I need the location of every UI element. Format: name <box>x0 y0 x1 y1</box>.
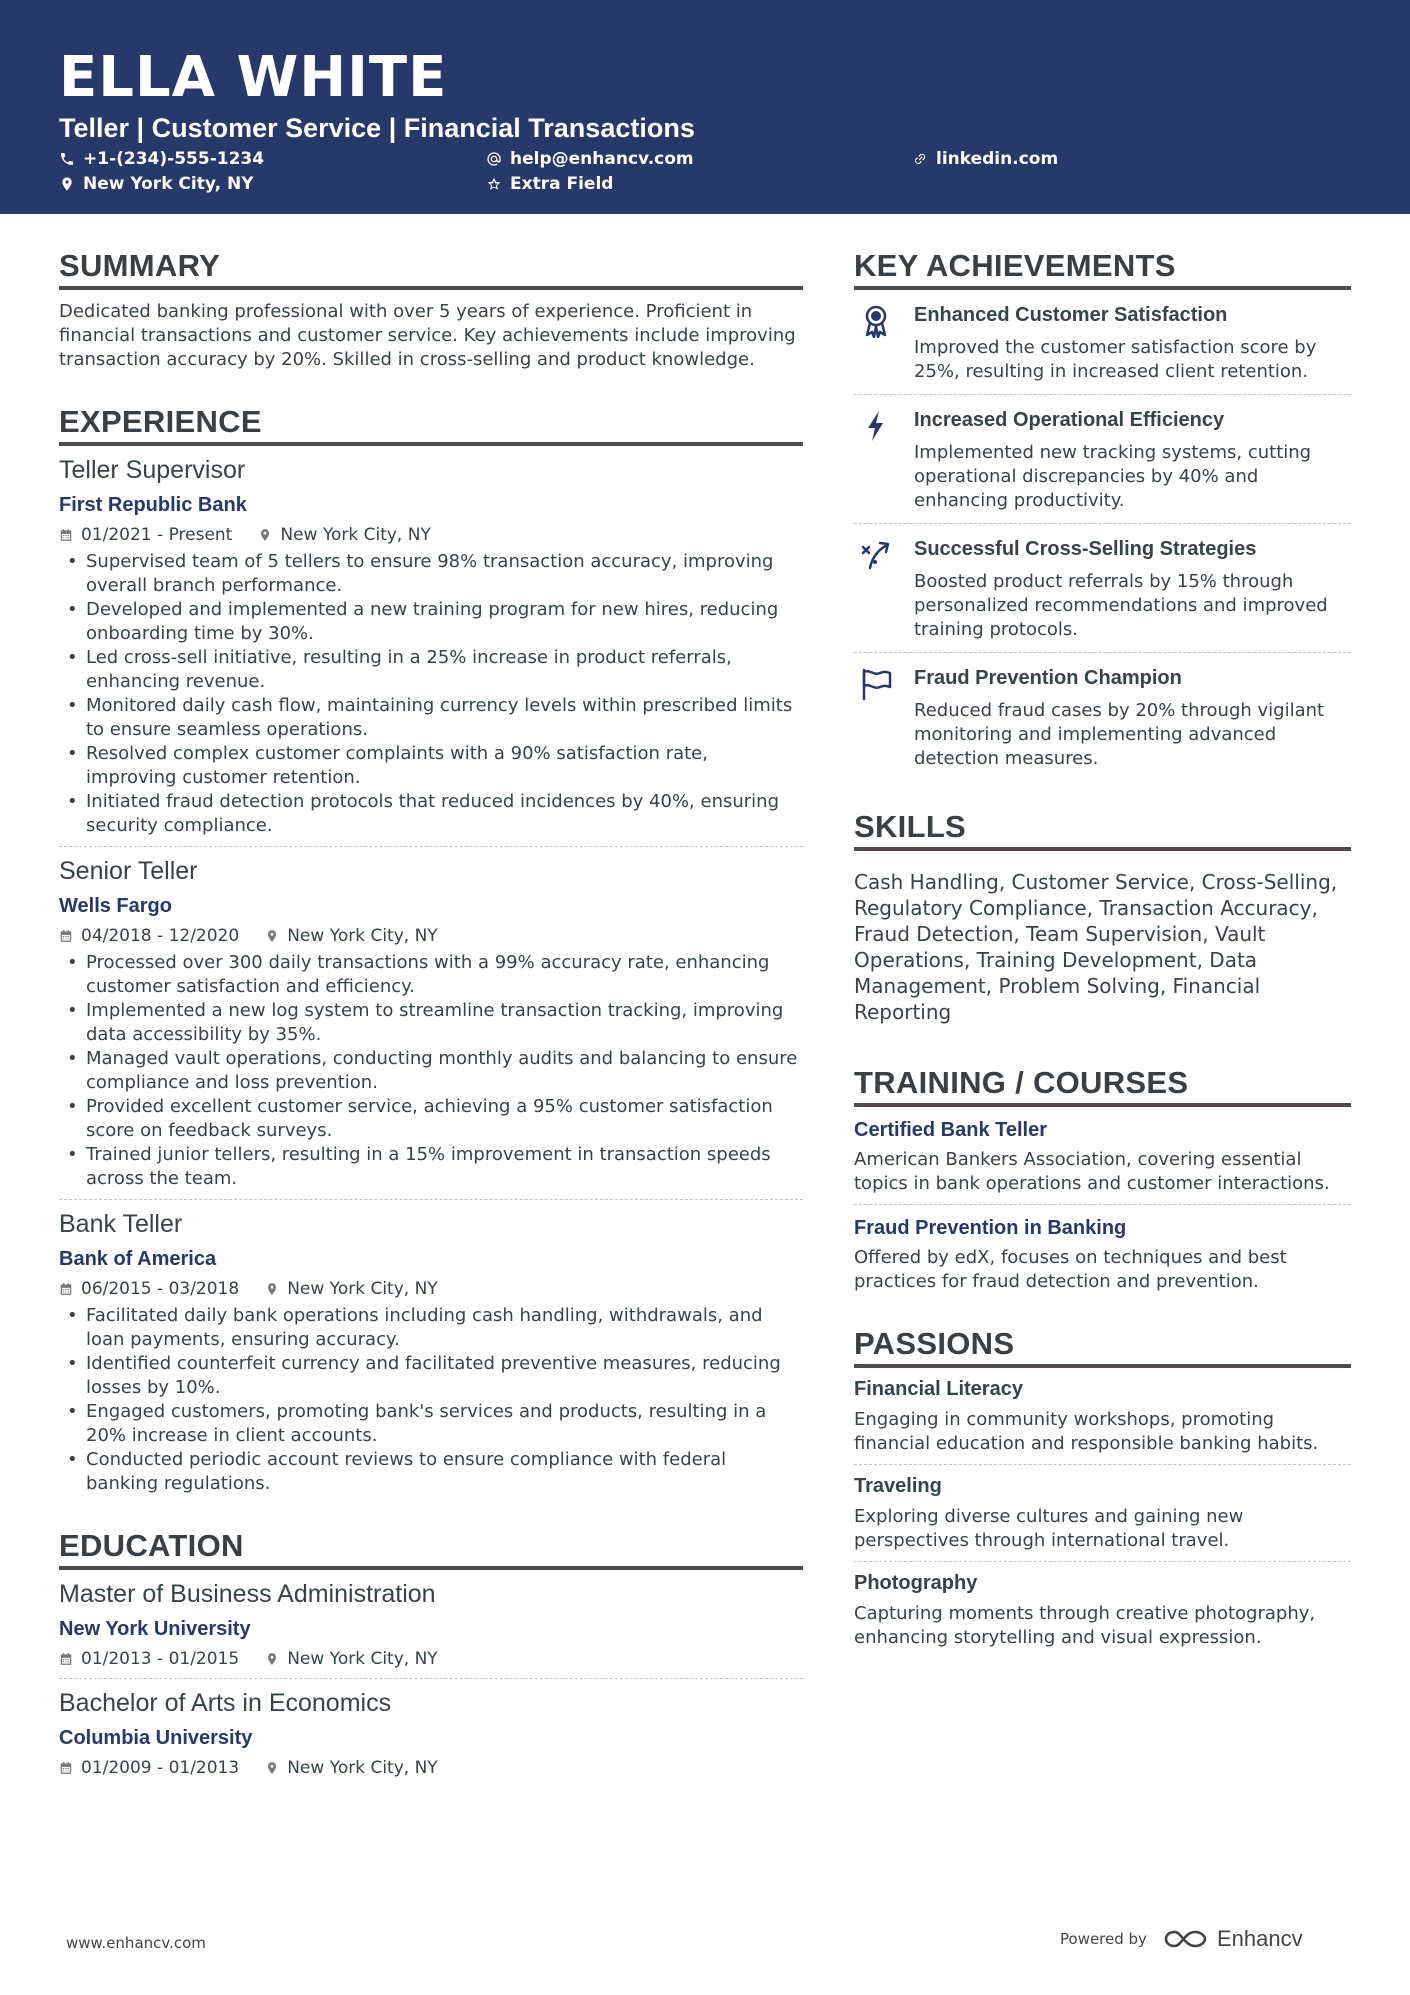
passion-desc: Engaging in community workshops, promoting financial education and responsible banking habits. <box>854 1409 1319 1454</box>
skills-section <box>854 801 1351 1025</box>
skills-heading: SKILLS <box>854 801 1351 851</box>
phone-icon <box>59 151 75 167</box>
extra-text: Extra Field <box>510 174 614 194</box>
job-location: New York City, NY <box>258 524 430 546</box>
experience-section <box>59 396 803 1496</box>
left-column <box>59 240 803 1779</box>
lightning-bolt-icon <box>860 409 892 443</box>
enhancv-logo <box>1163 1926 1303 1952</box>
job-role: Senior Teller <box>59 857 198 885</box>
course-desc: Offered by edX, focuses on techniques and best practices for fraud detection and prevention. <box>854 1247 1287 1292</box>
passion-item <box>854 1465 1351 1562</box>
achievement-title: Enhanced Customer Satisfaction <box>914 304 1228 326</box>
job-company: Wells Fargo <box>59 895 172 917</box>
flag-icon <box>860 667 892 701</box>
contact-email[interactable] <box>486 148 694 170</box>
star-icon <box>486 176 502 192</box>
bullet-item: • Conducted periodic account reviews to ensure compliance with federal banking regulations. <box>59 1448 803 1496</box>
education-section <box>59 1520 803 1779</box>
degree: Master of Business Administration <box>59 1580 436 1608</box>
passion-desc: Capturing moments through creative photography, enhancing storytelling and visual expression. <box>854 1603 1316 1648</box>
location-pin-icon <box>265 1761 279 1775</box>
location-pin-icon <box>265 1282 279 1296</box>
calendar-icon <box>59 929 73 943</box>
phone-text: +1-(234)-555-1234 <box>83 149 265 169</box>
achievements-heading: KEY ACHIEVEMENTS <box>854 240 1351 290</box>
bullet-item: • Initiated fraud detection protocols that reduced incidences by 40%, ensuring security compliance. <box>59 790 803 838</box>
passion-title: Financial Literacy <box>854 1378 1023 1400</box>
bullet-item: • Resolved complex customer complaints with a 90% satisfaction rate, improving customer retention. <box>59 742 803 790</box>
strategy-arrow-icon <box>860 538 892 572</box>
achievement-desc: Improved the customer satisfaction score by 25%, resulting in increased client retention. <box>914 337 1317 382</box>
location-pin-icon <box>59 176 75 192</box>
experience-item <box>59 855 803 1200</box>
passions-heading: PASSIONS <box>854 1318 1351 1368</box>
job-bullets <box>59 951 803 1191</box>
job-role: Teller Supervisor <box>59 456 246 484</box>
training-heading: TRAINING / COURSES <box>854 1057 1351 1107</box>
education-heading: EDUCATION <box>59 1520 803 1570</box>
training-section <box>854 1057 1351 1294</box>
location-pin-icon <box>265 929 279 943</box>
email-text: help@enhancv.com <box>510 149 694 169</box>
resume-header <box>0 0 1410 214</box>
summary-section <box>59 240 803 372</box>
bullet-item: • Monitored daily cash flow, maintaining currency levels within prescribed limits to ensure seamless operations. <box>59 694 803 742</box>
calendar-icon <box>59 1652 73 1666</box>
job-location: New York City, NY <box>265 1278 437 1300</box>
degree: Bachelor of Arts in Economics <box>59 1689 392 1717</box>
achievement-desc: Reduced fraud cases by 20% through vigilant monitoring and implementing advanced detection measures. <box>914 700 1325 769</box>
education-item <box>59 1578 803 1679</box>
passion-title: Photography <box>854 1572 978 1594</box>
link-icon <box>912 151 928 167</box>
footer-branding[interactable] <box>1060 1926 1303 1952</box>
skills-list: Cash Handling, Customer Service, Cross-Selling, Regulatory Compliance, Transaction Accuracy, Fraud Detection, Team Supervision, Vault Operations, Training Development, Data Management, Problem Solving, Financial Reporting <box>854 870 1338 1024</box>
bullet-item: • Identified counterfeit currency and facilitated preventive measures, reducing losses by 10%. <box>59 1352 803 1400</box>
job-meta <box>59 524 803 546</box>
bullet-item: • Engaged customers, promoting bank's services and products, resulting in a 20% increase in client accounts. <box>59 1400 803 1448</box>
achievement-item <box>854 653 1351 781</box>
award-ribbon-icon <box>860 304 892 338</box>
achievement-item <box>854 395 1351 524</box>
bullet-item: • Provided excellent customer service, achieving a 95% customer satisfaction score on feedback surveys. <box>59 1095 803 1143</box>
achievement-title: Fraud Prevention Champion <box>914 667 1182 689</box>
powered-by-label: Powered by <box>1060 1930 1147 1948</box>
location-pin-icon <box>258 528 272 542</box>
job-company: First Republic Bank <box>59 494 247 516</box>
bullet-item: • Trained junior tellers, resulting in a 15% improvement in transaction speeds across the team. <box>59 1143 803 1191</box>
education-location: New York City, NY <box>265 1648 437 1670</box>
brand-name: Enhancv <box>1216 1926 1303 1951</box>
course-desc: American Bankers Association, covering essential topics in bank operations and customer interactions. <box>854 1149 1330 1194</box>
job-bullets <box>59 550 803 838</box>
calendar-icon <box>59 1282 73 1296</box>
bullet-item: • Supervised team of 5 tellers to ensure 98% transaction accuracy, improving overall branch performance. <box>59 550 803 598</box>
achievement-title: Successful Cross-Selling Strategies <box>914 538 1257 560</box>
achievement-desc: Implemented new tracking systems, cutting operational discrepancies by 40% and enhancing productivity. <box>914 442 1312 511</box>
summary-heading: SUMMARY <box>59 240 803 290</box>
calendar-icon <box>59 528 73 542</box>
achievement-item <box>854 524 1351 653</box>
summary-text: Dedicated banking professional with over 5 years of experience. Proficient in financial transactions and customer service. Key achievements include improving transaction accuracy by 20%. Skilled in cross-selling and product knowledge. <box>59 301 796 370</box>
job-dates: 04/2018 - 12/2020 <box>59 925 239 947</box>
school: Columbia University <box>59 1727 253 1749</box>
bullet-item: • Led cross-sell initiative, resulting in a 25% increase in product referrals, enhancing revenue. <box>59 646 803 694</box>
education-meta <box>59 1648 803 1670</box>
candidate-name: ELLA WHITE <box>59 45 448 110</box>
education-meta <box>59 1757 803 1779</box>
calendar-icon <box>59 1761 73 1775</box>
achievement-item <box>854 290 1351 395</box>
course-title: Fraud Prevention in Banking <box>854 1217 1127 1239</box>
achievements-section <box>854 240 1351 781</box>
right-column <box>854 240 1351 1650</box>
contact-extra <box>486 173 613 195</box>
education-dates: 01/2009 - 01/2013 <box>59 1757 239 1779</box>
education-item <box>59 1687 803 1779</box>
linkedin-text: linkedin.com <box>936 149 1059 169</box>
passion-item <box>854 1368 1351 1465</box>
enhancv-infinity-icon <box>1163 1928 1209 1950</box>
job-location: New York City, NY <box>265 925 437 947</box>
bullet-item: • Implemented a new log system to streamline transaction tracking, improving data accessibility by 35%. <box>59 999 803 1047</box>
job-bullets <box>59 1304 803 1496</box>
candidate-title: Teller | Customer Service | Financial Transactions <box>59 113 695 143</box>
bullet-item: • Facilitated daily bank operations including cash handling, withdrawals, and loan payments, ensuring accuracy. <box>59 1304 803 1352</box>
contact-location <box>59 173 254 195</box>
bullet-item: • Developed and implemented a new training program for new hires, reducing onboarding time by 30%. <box>59 598 803 646</box>
achievement-title: Increased Operational Efficiency <box>914 409 1225 431</box>
education-dates: 01/2013 - 01/2015 <box>59 1648 239 1670</box>
school: New York University <box>59 1618 251 1640</box>
bullet-item: • Processed over 300 daily transactions with a 99% accuracy rate, enhancing customer satisfaction and efficiency. <box>59 951 803 999</box>
location-text: New York City, NY <box>83 174 254 194</box>
course-title: Certified Bank Teller <box>854 1119 1048 1141</box>
location-pin-icon <box>265 1652 279 1666</box>
contact-linkedin[interactable] <box>912 148 1058 170</box>
bullet-item: • Managed vault operations, conducting monthly audits and balancing to ensure compliance and loss prevention. <box>59 1047 803 1095</box>
experience-item <box>59 1208 803 1496</box>
job-dates: 06/2015 - 03/2018 <box>59 1278 239 1300</box>
contact-phone[interactable] <box>59 148 264 170</box>
passion-desc: Exploring diverse cultures and gaining new perspectives through international travel. <box>854 1506 1244 1551</box>
course-item <box>854 1205 1351 1294</box>
job-company: Bank of America <box>59 1248 217 1270</box>
job-meta <box>59 1278 803 1300</box>
passion-title: Traveling <box>854 1475 942 1497</box>
job-dates: 01/2021 - Present <box>59 524 232 546</box>
course-item <box>854 1107 1351 1205</box>
experience-heading: EXPERIENCE <box>59 396 803 446</box>
footer-website-link[interactable]: www.enhancv.com <box>66 1934 206 1952</box>
education-location: New York City, NY <box>265 1757 437 1779</box>
job-meta <box>59 925 803 947</box>
job-role: Bank Teller <box>59 1210 183 1238</box>
passion-item <box>854 1562 1351 1650</box>
experience-item <box>59 454 803 847</box>
at-sign-icon <box>486 151 502 167</box>
passions-section <box>854 1318 1351 1650</box>
achievement-desc: Boosted product referrals by 15% through personalized recommendations and improved training protocols. <box>914 571 1328 640</box>
